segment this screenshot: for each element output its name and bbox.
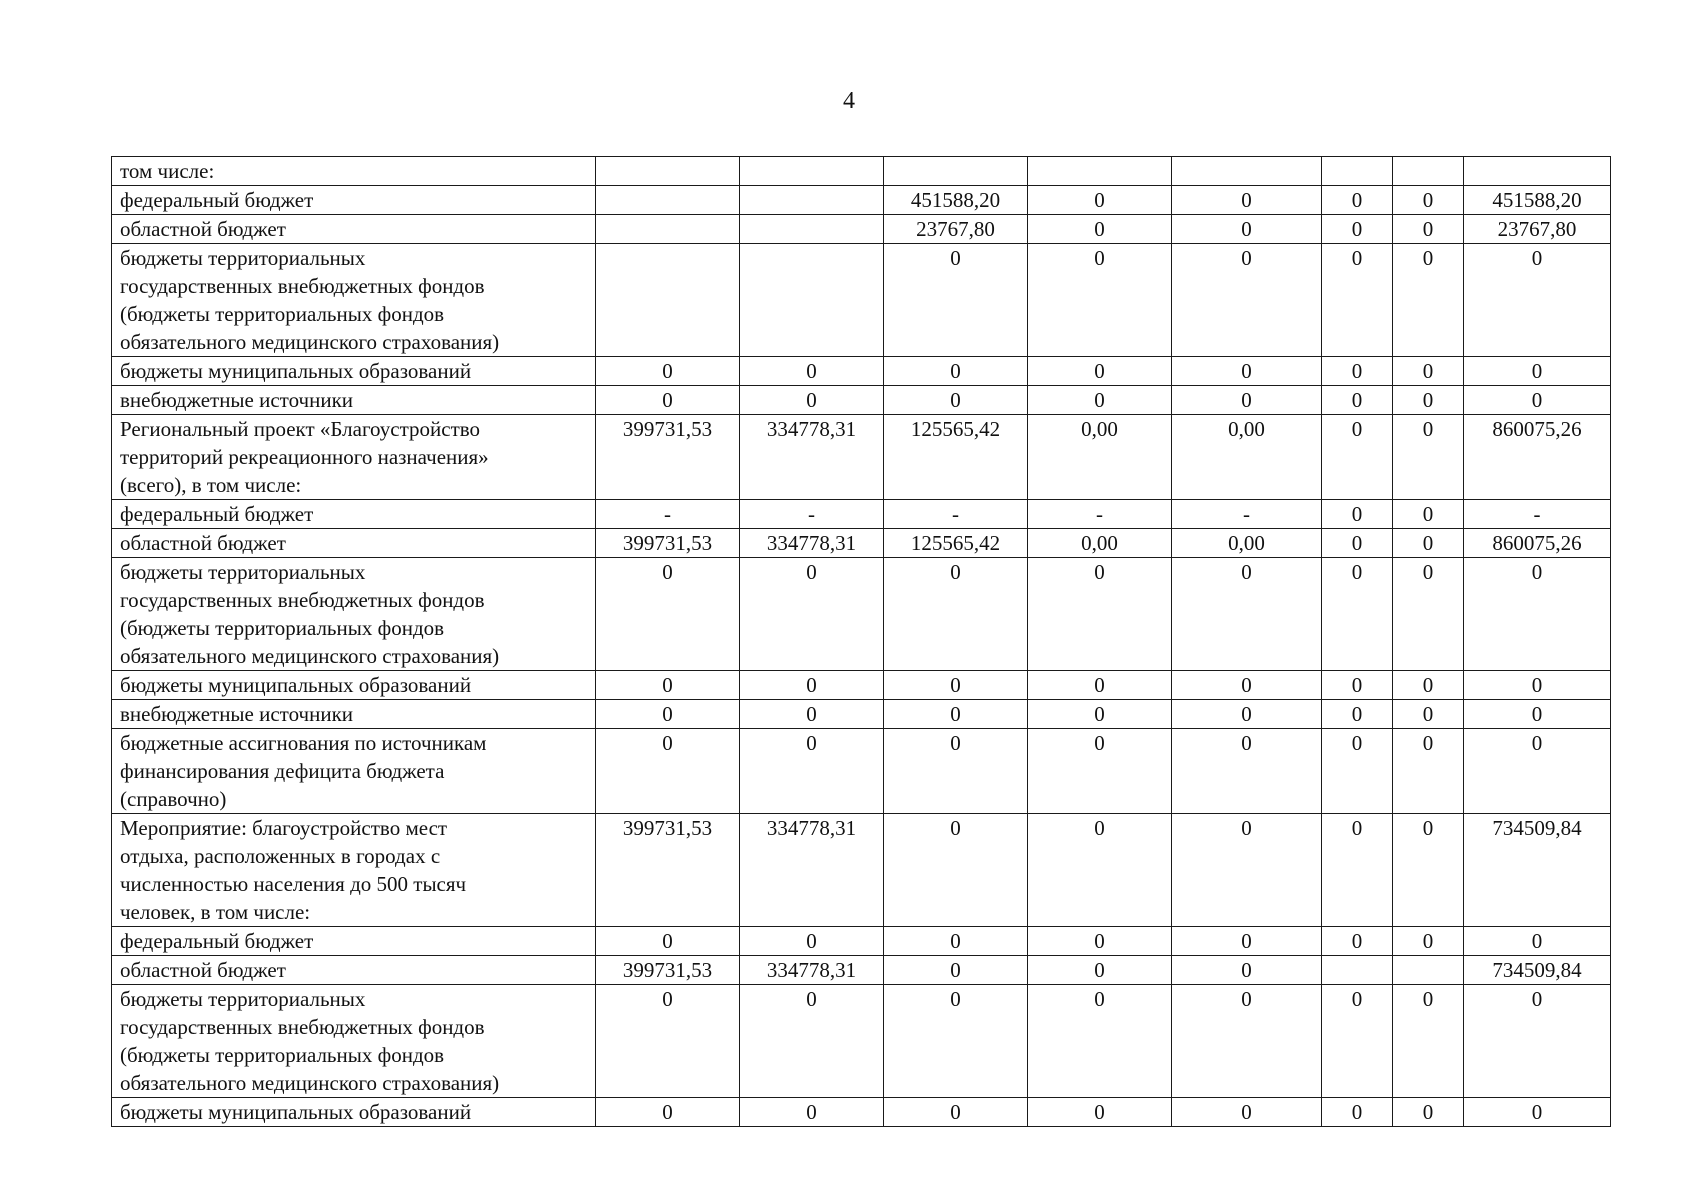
- row-label-line: бюджеты территориальных: [120, 560, 366, 584]
- row-label-line: государственных внебюджетных фондов: [120, 588, 485, 612]
- value-cell: 0: [1028, 186, 1172, 215]
- value-cell: 399731,53: [596, 814, 740, 927]
- value-cell: 0: [1322, 1098, 1393, 1127]
- budget-table: [111, 156, 1611, 1127]
- value-cell: 0: [1322, 700, 1393, 729]
- value-cell: 23767,80: [1464, 215, 1611, 244]
- value-cell: [1172, 157, 1322, 186]
- row-label-line: бюджеты муниципальных образований: [120, 673, 472, 697]
- row-label-line: бюджетные ассигнования по источникам: [120, 731, 487, 755]
- row-label: [112, 529, 596, 558]
- value-cell: 0: [884, 357, 1028, 386]
- value-cell: 0: [1322, 927, 1393, 956]
- value-cell: 0: [740, 671, 884, 700]
- value-cell: 334778,31: [740, 415, 884, 500]
- value-cell: 0: [1322, 415, 1393, 500]
- value-cell: 0: [1393, 985, 1464, 1098]
- row-label-line: финансирования дефицита бюджета: [120, 759, 445, 783]
- value-cell: 0: [884, 927, 1028, 956]
- value-cell: 0: [884, 671, 1028, 700]
- value-cell: 399731,53: [596, 415, 740, 500]
- value-cell: 399731,53: [596, 529, 740, 558]
- value-cell: 0: [596, 700, 740, 729]
- row-label-line: (бюджеты территориальных фондов: [120, 302, 445, 326]
- value-cell: 0: [1464, 386, 1611, 415]
- row-label: [112, 956, 596, 985]
- value-cell: 0: [1464, 729, 1611, 814]
- value-cell: 0: [884, 558, 1028, 671]
- row-label-line: обязательного медицинского страхования): [120, 1071, 500, 1095]
- value-cell: [740, 157, 884, 186]
- value-cell: 0: [1393, 415, 1464, 500]
- value-cell: 0: [1322, 985, 1393, 1098]
- value-cell: 0: [1393, 215, 1464, 244]
- value-cell: 0: [1393, 357, 1464, 386]
- value-cell: 0: [884, 985, 1028, 1098]
- table-row: [112, 700, 1611, 729]
- value-cell: 0: [596, 671, 740, 700]
- value-cell: 0: [1028, 357, 1172, 386]
- value-cell: [1464, 157, 1611, 186]
- value-cell: 734509,84: [1464, 956, 1611, 985]
- value-cell: 0: [1172, 985, 1322, 1098]
- value-cell: 0: [1322, 558, 1393, 671]
- table-row: [112, 500, 1611, 529]
- value-cell: 0: [1172, 729, 1322, 814]
- value-cell: 0: [596, 1098, 740, 1127]
- row-label-line: внебюджетные источники: [120, 702, 354, 726]
- value-cell: 0: [884, 700, 1028, 729]
- value-cell: 0: [1393, 700, 1464, 729]
- table-row: [112, 927, 1611, 956]
- value-cell: [596, 157, 740, 186]
- value-cell: [596, 186, 740, 215]
- row-label-line: численностью населения до 500 тысяч: [120, 872, 467, 896]
- value-cell: 0: [1393, 186, 1464, 215]
- row-label-line: (справочно): [120, 787, 227, 811]
- value-cell: [740, 244, 884, 357]
- value-cell: 0: [740, 985, 884, 1098]
- value-cell: 0: [596, 729, 740, 814]
- value-cell: 125565,42: [884, 529, 1028, 558]
- value-cell: 0: [1464, 357, 1611, 386]
- value-cell: 0: [1322, 215, 1393, 244]
- row-label: [112, 671, 596, 700]
- value-cell: 0: [740, 1098, 884, 1127]
- value-cell: 0: [1322, 814, 1393, 927]
- row-label-line: областной бюджет: [120, 531, 286, 555]
- value-cell: 0: [1172, 357, 1322, 386]
- value-cell: 0: [1464, 1098, 1611, 1127]
- value-cell: 0: [1028, 386, 1172, 415]
- value-cell: [740, 215, 884, 244]
- value-cell: 0: [1028, 215, 1172, 244]
- value-cell: 0: [740, 386, 884, 415]
- value-cell: 0: [596, 357, 740, 386]
- value-cell: 451588,20: [884, 186, 1028, 215]
- row-label: [112, 186, 596, 215]
- row-label-line: бюджеты территориальных: [120, 987, 366, 1011]
- row-label-line: Региональный проект «Благоустройство: [120, 417, 481, 441]
- row-label-line: Мероприятие: благоустройство мест: [120, 816, 448, 840]
- value-cell: 0: [1172, 956, 1322, 985]
- table-row: [112, 985, 1611, 1098]
- value-cell: 0: [1028, 985, 1172, 1098]
- row-label-line: бюджеты муниципальных образований: [120, 359, 472, 383]
- value-cell: 0: [1028, 729, 1172, 814]
- row-label: [112, 729, 596, 814]
- row-label-line: федеральный бюджет: [120, 502, 314, 526]
- value-cell: 0: [1172, 186, 1322, 215]
- value-cell: 0: [1172, 244, 1322, 357]
- table-row: [112, 814, 1611, 927]
- value-cell: 0: [1393, 729, 1464, 814]
- value-cell: 0: [1172, 671, 1322, 700]
- table-row: [112, 729, 1611, 814]
- table-row: [112, 186, 1611, 215]
- row-label-line: (бюджеты территориальных фондов: [120, 616, 445, 640]
- value-cell: 399731,53: [596, 956, 740, 985]
- value-cell: 0: [884, 1098, 1028, 1127]
- value-cell: 0: [1322, 500, 1393, 529]
- value-cell: 0: [884, 814, 1028, 927]
- row-label: [112, 500, 596, 529]
- value-cell: 734509,84: [1464, 814, 1611, 927]
- value-cell: 0: [1172, 386, 1322, 415]
- value-cell: 0: [1322, 357, 1393, 386]
- value-cell: [1322, 157, 1393, 186]
- value-cell: 125565,42: [884, 415, 1028, 500]
- value-cell: 0: [1028, 956, 1172, 985]
- value-cell: -: [1172, 500, 1322, 529]
- value-cell: 0: [884, 244, 1028, 357]
- value-cell: 0: [884, 386, 1028, 415]
- row-label: [112, 985, 596, 1098]
- row-label-line: федеральный бюджет: [120, 929, 314, 953]
- value-cell: 0: [1464, 927, 1611, 956]
- row-label: [112, 244, 596, 357]
- value-cell: 0,00: [1028, 529, 1172, 558]
- row-label-line: человек, в том числе:: [120, 900, 311, 924]
- value-cell: 0: [1393, 386, 1464, 415]
- row-label: [112, 700, 596, 729]
- value-cell: 0: [1028, 700, 1172, 729]
- table-row: [112, 415, 1611, 500]
- value-cell: 0: [1172, 700, 1322, 729]
- value-cell: [1322, 956, 1393, 985]
- row-label-line: внебюджетные источники: [120, 388, 354, 412]
- row-label-line: федеральный бюджет: [120, 188, 314, 212]
- row-label: [112, 558, 596, 671]
- value-cell: 0: [1172, 558, 1322, 671]
- row-label: [112, 215, 596, 244]
- row-label-line: областной бюджет: [120, 217, 286, 241]
- value-cell: 0: [740, 357, 884, 386]
- value-cell: -: [1464, 500, 1611, 529]
- value-cell: 0: [1464, 244, 1611, 357]
- value-cell: 0: [596, 386, 740, 415]
- value-cell: 0: [596, 558, 740, 671]
- value-cell: 0: [1322, 186, 1393, 215]
- value-cell: 0: [1393, 671, 1464, 700]
- value-cell: 0: [740, 729, 884, 814]
- value-cell: 0: [1464, 671, 1611, 700]
- value-cell: [884, 157, 1028, 186]
- value-cell: 0: [1322, 671, 1393, 700]
- table-row: [112, 157, 1611, 186]
- value-cell: 0: [884, 956, 1028, 985]
- value-cell: 0: [1393, 814, 1464, 927]
- value-cell: 0: [1393, 927, 1464, 956]
- row-label: [112, 386, 596, 415]
- value-cell: 334778,31: [740, 814, 884, 927]
- value-cell: 0: [1464, 700, 1611, 729]
- value-cell: 0: [1028, 244, 1172, 357]
- table-row: [112, 215, 1611, 244]
- value-cell: 0: [1322, 729, 1393, 814]
- value-cell: 0: [1028, 927, 1172, 956]
- row-label-line: государственных внебюджетных фондов: [120, 1015, 485, 1039]
- value-cell: 0: [1172, 1098, 1322, 1127]
- value-cell: 0: [1393, 529, 1464, 558]
- value-cell: 0,00: [1172, 415, 1322, 500]
- value-cell: 334778,31: [740, 956, 884, 985]
- value-cell: 0: [740, 700, 884, 729]
- table-row: [112, 1098, 1611, 1127]
- table-row: [112, 244, 1611, 357]
- row-label-line: (всего), в том числе:: [120, 473, 302, 497]
- row-label-line: отдыха, расположенных в городах с: [120, 844, 441, 868]
- value-cell: 0: [1028, 814, 1172, 927]
- value-cell: -: [596, 500, 740, 529]
- value-cell: [1028, 157, 1172, 186]
- value-cell: 0,00: [1172, 529, 1322, 558]
- row-label: [112, 357, 596, 386]
- value-cell: [740, 186, 884, 215]
- row-label-line: том числе:: [120, 159, 215, 183]
- value-cell: -: [1028, 500, 1172, 529]
- row-label-line: бюджеты территориальных: [120, 246, 366, 270]
- value-cell: 0: [1393, 1098, 1464, 1127]
- value-cell: 0: [1464, 985, 1611, 1098]
- row-label: [112, 1098, 596, 1127]
- page-number: 4: [843, 88, 855, 114]
- value-cell: 860075,26: [1464, 529, 1611, 558]
- value-cell: 0: [740, 558, 884, 671]
- value-cell: 0: [884, 729, 1028, 814]
- row-label-line: обязательного медицинского страхования): [120, 644, 500, 668]
- value-cell: 0: [1172, 215, 1322, 244]
- value-cell: 0: [1464, 558, 1611, 671]
- value-cell: [1393, 157, 1464, 186]
- value-cell: 0: [1028, 671, 1172, 700]
- value-cell: 23767,80: [884, 215, 1028, 244]
- value-cell: 860075,26: [1464, 415, 1611, 500]
- value-cell: 0: [1322, 244, 1393, 357]
- row-label-line: территорий рекреационного назначения»: [120, 445, 489, 469]
- row-label-line: государственных внебюджетных фондов: [120, 274, 485, 298]
- row-label: [112, 927, 596, 956]
- table-row: [112, 357, 1611, 386]
- value-cell: [596, 244, 740, 357]
- value-cell: 451588,20: [1464, 186, 1611, 215]
- value-cell: 0: [1172, 814, 1322, 927]
- value-cell: 0: [1172, 927, 1322, 956]
- value-cell: 0: [1393, 500, 1464, 529]
- value-cell: 0: [1322, 386, 1393, 415]
- budget-table-body: [112, 157, 1611, 1127]
- row-label-line: (бюджеты территориальных фондов: [120, 1043, 445, 1067]
- table-row: [112, 671, 1611, 700]
- value-cell: 334778,31: [740, 529, 884, 558]
- value-cell: -: [884, 500, 1028, 529]
- row-label-line: бюджеты муниципальных образований: [120, 1100, 472, 1124]
- row-label: [112, 814, 596, 927]
- table-row: [112, 956, 1611, 985]
- value-cell: 0: [1028, 1098, 1172, 1127]
- value-cell: -: [740, 500, 884, 529]
- value-cell: 0: [596, 927, 740, 956]
- value-cell: 0: [1322, 529, 1393, 558]
- value-cell: [596, 215, 740, 244]
- row-label-line: областной бюджет: [120, 958, 286, 982]
- value-cell: 0: [1393, 244, 1464, 357]
- table-row: [112, 386, 1611, 415]
- value-cell: [1393, 956, 1464, 985]
- row-label: [112, 157, 596, 186]
- table-row: [112, 529, 1611, 558]
- value-cell: 0,00: [1028, 415, 1172, 500]
- value-cell: 0: [596, 985, 740, 1098]
- value-cell: 0: [1028, 558, 1172, 671]
- row-label: [112, 415, 596, 500]
- value-cell: 0: [1393, 558, 1464, 671]
- value-cell: 0: [740, 927, 884, 956]
- table-row: [112, 558, 1611, 671]
- row-label-line: обязательного медицинского страхования): [120, 330, 500, 354]
